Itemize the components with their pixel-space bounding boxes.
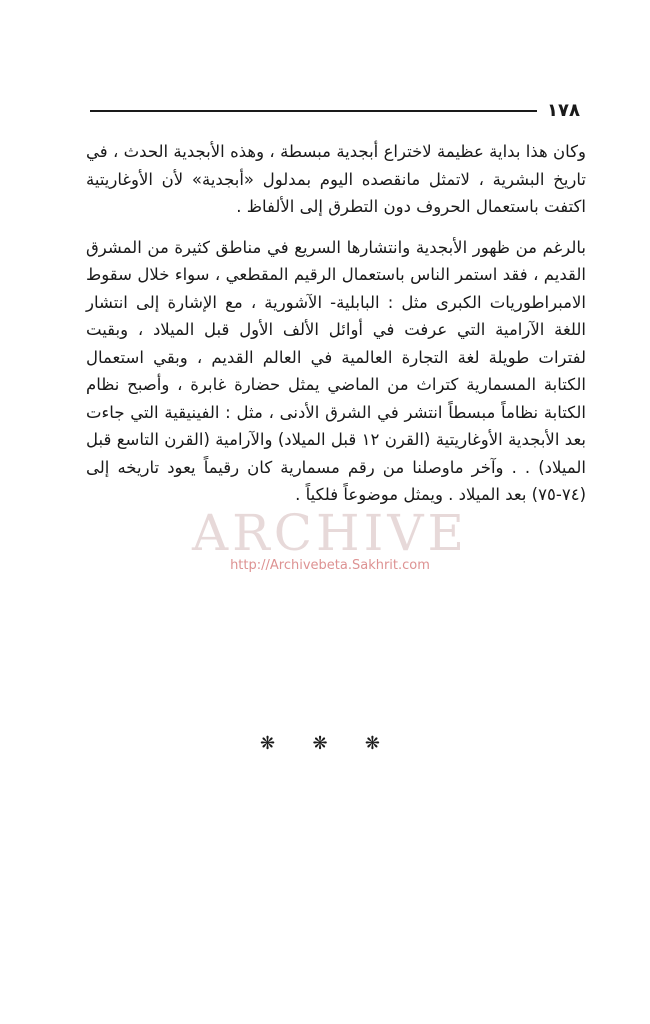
watermark-url: http://Archivebeta.Sakhrit.com [230, 558, 430, 573]
page-header [90, 100, 580, 121]
section-ornament [260, 733, 380, 754]
ornament-star-icon: ❋ [312, 733, 328, 754]
paragraph-2: بالرغم من ظهور الأبجدية وانتشارها السريع في مناطق كثيرة من المشرق القديم ، فقد استمر الناس باستعمال الرقيم المقطعي ، سواء خلال سقوط الامبراطوريات الكبرى مثل : البابلية- الآشورية ، مع الإشارة إلى انتشار اللغة الآرامية التي عرفت في أوائل الألف الأول قبل الميلاد ، وبقيت لفترات طويلة لغة التجارة العالمية في العالم القديم ، وبقي استعمال الكتابة المسمارية كتراث من الماضي يمثل حضارة غابرة ، وأصبح نظام الكتابة نظاماً مبسطاً انتشر في الشرق الأدنى ، مثل : الفينيقية التي جاءت بعد الأبجدية الأوغاريتية (القرن ١٢ قبل الميلاد) والآرامية (القرن التاسع قبل الميلاد) . . وآخر ماوصلنا من رقم مسمارية كان رقيماً يعود تاريخه إلى (٧٤-٧٥) بعد الميلاد . ويمثل موضوعاً فلكياً . [86, 237, 586, 504]
page-number: ١٧٨ [547, 100, 580, 121]
paragraph-1: وكان هذا بداية عظيمة لاختراع أبجدية مبسطة ، وهذه الأبجدية الحدث ، في تاريخ البشرية ، لاتمثل مانقصده اليوم بمدلول «أبجدية» لأن الأوغاريتية اكتفت باستعمال الحروف دون التطرق إلى الألفاظ . [86, 142, 586, 216]
header-rule [90, 110, 537, 112]
body-text [86, 138, 586, 522]
ornament-star-icon: ❋ [364, 733, 380, 754]
ornament-star-icon: ❋ [260, 733, 276, 754]
archive-watermark: ARCHIVE [192, 504, 468, 562]
